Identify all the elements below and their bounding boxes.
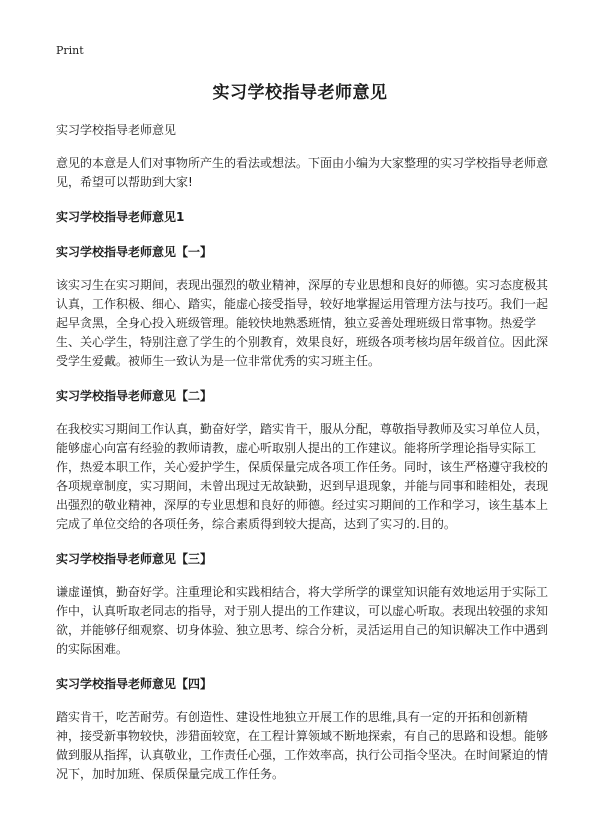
print-link[interactable]: Print (56, 44, 84, 57)
opinion-body-4: 踏实肯干，吃苦耐劳。有创造性、建设性地独立开展工作的思维,具有一定的开拓和创新精神，接受新事物较快，涉猎面较宽，在工程计算领域不断地探索，有自己的思路和设想。能够做到服从指挥，认真敬业，工作责任心强，工作效率高，执行公司指令坚决。在时间紧迫的情况下，加时加班、保质保量完成工作任务。 (56, 710, 549, 781)
document-body (56, 121, 550, 784)
opinion-body-2: 在我校实习期间工作认真，勤奋好学，踏实肯干，服从分配，尊敬指导教师及实习单位人员，能够虚心向富有经验的教师请教，虚心听取别人提出的工作建议。能将所学理论指导实际工作，热爱本职工作，关心爱护学生，保质保量完成各项工作任务。同时，该生严格遵守我校的各项规章制度，实习期间，未曾出现过无故缺勤，迟到早退现象，并能与同事和睦相处，表现出强烈的敬业精神，深厚的专业思想和良好的师德。经过实习期间的工作和学习，该生基本上完成了单位交给的各项任务，综合素质得到较大提高，达到了实习的.目的。 (56, 422, 549, 531)
page-title: 实习学校指导老师意见 (212, 83, 388, 103)
opinion-heading-3: 实习学校指导老师意见【三】 (56, 552, 213, 566)
section-heading: 实习学校指导老师意见1 (56, 210, 185, 224)
opinion-heading-4: 实习学校指导老师意见【四】 (56, 677, 213, 691)
opinion-body-3: 谦虚谨慎，勤奋好学。注重理论和实践相结合，将大学所学的课堂知识能有效地运用于实际工作中，认真听取老同志的指导，对于别人提出的工作建议，可以虚心听取。表现出较强的求知欲，并能够仔细观察、切身体验、独立思考、综合分析，灵活运用自己的知识解决工作中遇到的实际困难。 (56, 585, 549, 656)
intro-paragraph: 意见的本意是人们对事物所产生的看法或想法。下面由小编为大家整理的实习学校指导老师意见，希望可以帮助到大家! (56, 156, 549, 189)
opinion-body-1: 该实习生在实习期间，表现出强烈的敬业精神，深厚的专业思想和良好的师德。实习态度极其认真，工作积极、细心、踏实，能虚心接受指导，较好地掌握运用管理方法与技巧。我们一起起早贪黑，全身心投入班级管理。能较快地熟悉班情，独立妥善处理班级日常事物。热爱学生、关心学生，特别注意了学生的个别教育，效果良好，班级各项考核均居年级首位。因此深受学生爱戴。被师生一致认为是一位非常优秀的实习班主任。 (56, 278, 549, 368)
opinion-heading-1: 实习学校指导老师意见【一】 (56, 245, 213, 259)
subtitle-line: 实习学校指导老师意见 (56, 123, 177, 137)
opinion-heading-2: 实习学校指导老师意见【二】 (56, 389, 213, 403)
